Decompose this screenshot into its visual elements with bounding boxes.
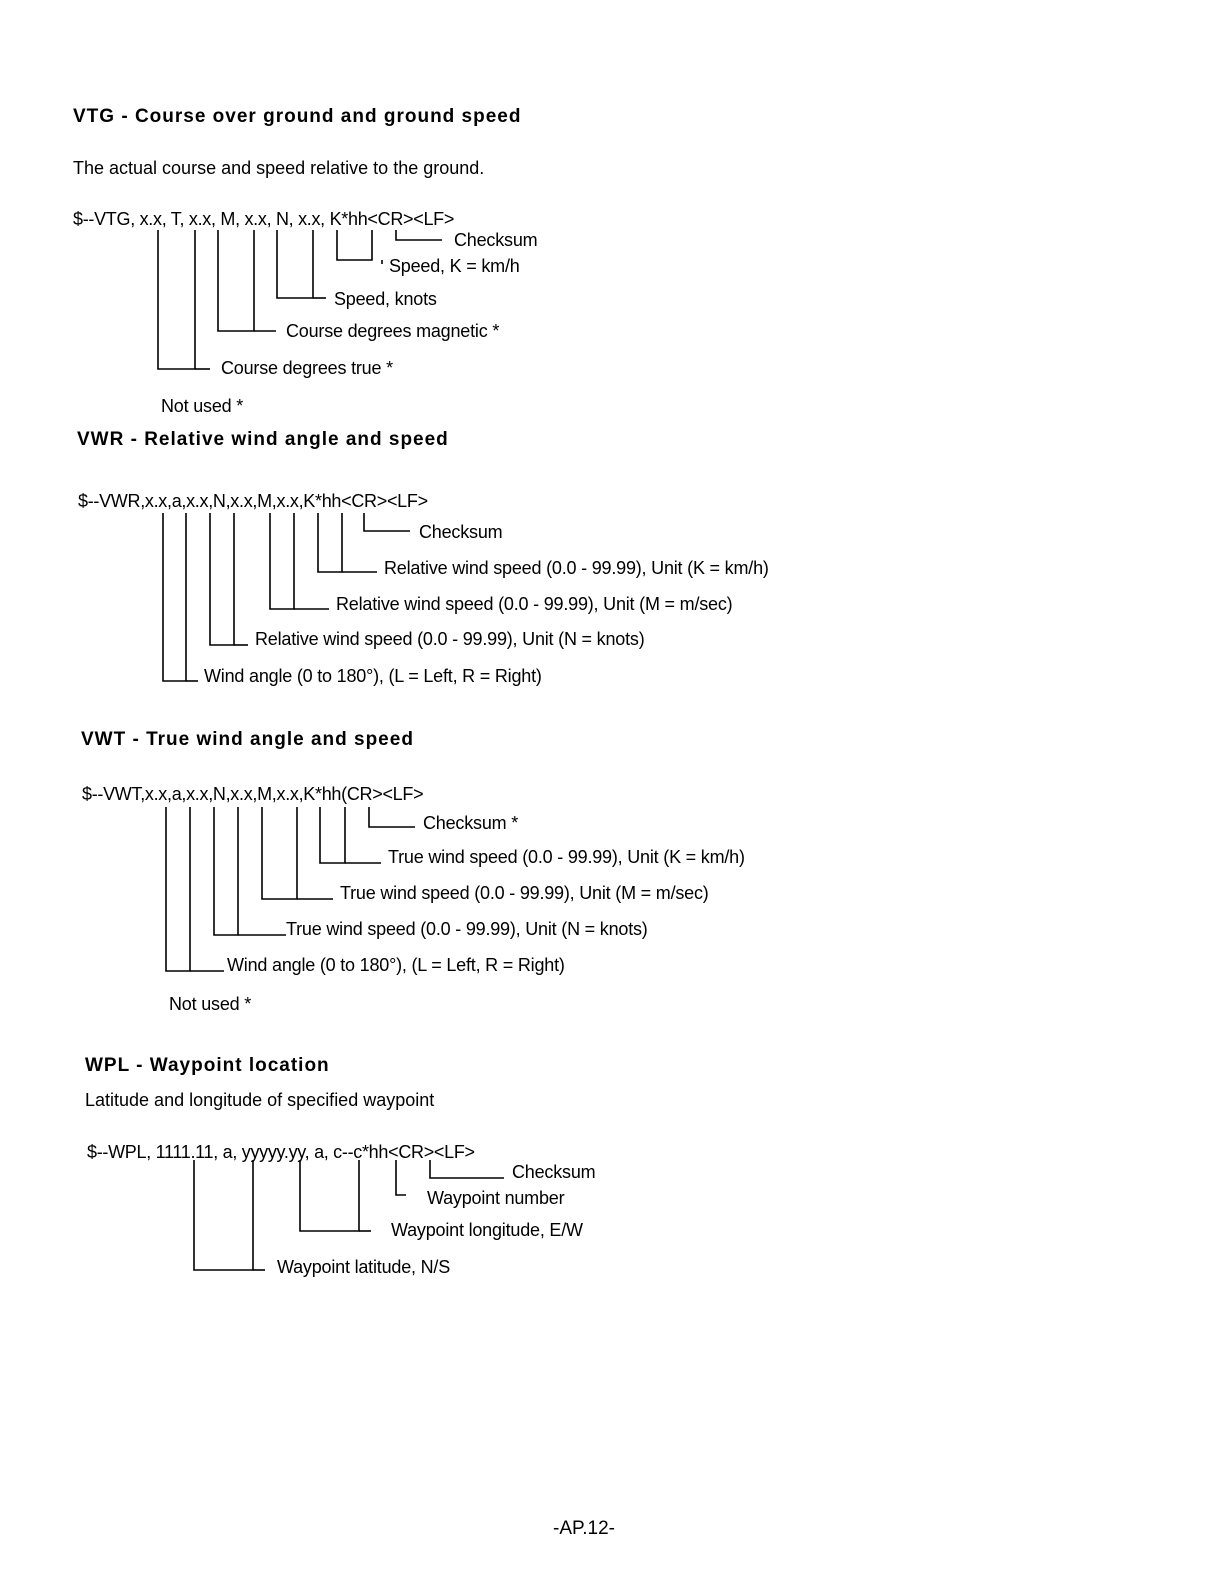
vtg-sentence-format: $--VTG, x.x, T, x.x, M, x.x, N, x.x, K*hh<CR><LF> — [73, 209, 455, 229]
vwr-label-checksum: Checksum — [419, 522, 503, 542]
vwt-label-speed-kmh: True wind speed (0.0 - 99.99), Unit (K = km/h) — [388, 847, 745, 867]
vwt-heading: VWT - True wind angle and speed — [81, 729, 414, 750]
vwr-label-speed-kmh: Relative wind speed (0.0 - 99.99), Unit (K = km/h) — [384, 558, 769, 578]
vwr-sentence-format: $--VWR,x.x,a,x.x,N,x.x,M,x.x,K*hh<CR><LF> — [78, 491, 428, 511]
wpl-description: Latitude and longitude of specified waypoint — [85, 1090, 435, 1110]
wpl-sentence-format: $--WPL, 1111.11, a, yyyyy.yy, a, c--c*hh<CR><LF> — [87, 1142, 475, 1162]
vtg-label-checksum: Checksum — [454, 230, 538, 250]
vtg-label-speed-kmh: Speed, K = km/h — [389, 256, 520, 276]
vwr-label-speed-knots: Relative wind speed (0.0 - 99.99), Unit (N = knots) — [255, 629, 645, 649]
vwt-label-speed-msec: True wind speed (0.0 - 99.99), Unit (M = m/sec) — [340, 883, 709, 903]
vtg-label-course-true: Course degrees true * — [221, 358, 393, 378]
wpl-heading: WPL - Waypoint location — [85, 1055, 330, 1076]
vwt-label-not-used: Not used * — [169, 994, 252, 1014]
wpl-label-latitude: Waypoint latitude, N/S — [277, 1257, 451, 1277]
vwr-heading: VWR - Relative wind angle and speed — [77, 429, 449, 450]
vtg-heading: VTG - Course over ground and ground speed — [73, 106, 522, 127]
vwr-label-wind-angle: Wind angle (0 to 180°), (L = Left, R = Right) — [204, 666, 542, 686]
wpl-label-waypoint-number: Waypoint number — [427, 1188, 565, 1208]
vtg-description: The actual course and speed relative to the ground. — [73, 158, 485, 178]
vtg-label-not-used: Not used * — [161, 396, 244, 416]
vtg-label-course-magnetic: Course degrees magnetic * — [286, 321, 500, 341]
vwt-label-speed-knots: True wind speed (0.0 - 99.99), Unit (N = knots) — [286, 919, 648, 939]
wpl-label-checksum: Checksum — [512, 1162, 596, 1182]
wpl-label-longitude: Waypoint longitude, E/W — [391, 1220, 583, 1240]
vwt-sentence-format: $--VWT,x.x,a,x.x,N,x.x,M,x.x,K*hh(CR><LF> — [82, 784, 424, 804]
vwt-label-checksum: Checksum * — [423, 813, 519, 833]
vwr-label-speed-msec: Relative wind speed (0.0 - 99.99), Unit (M = m/sec) — [336, 594, 733, 614]
vtg-label-speed-knots: Speed, knots — [334, 289, 437, 309]
page-number: -AP.12- — [553, 1518, 615, 1539]
vwt-label-wind-angle: Wind angle (0 to 180°), (L = Left, R = Right) — [227, 955, 565, 975]
